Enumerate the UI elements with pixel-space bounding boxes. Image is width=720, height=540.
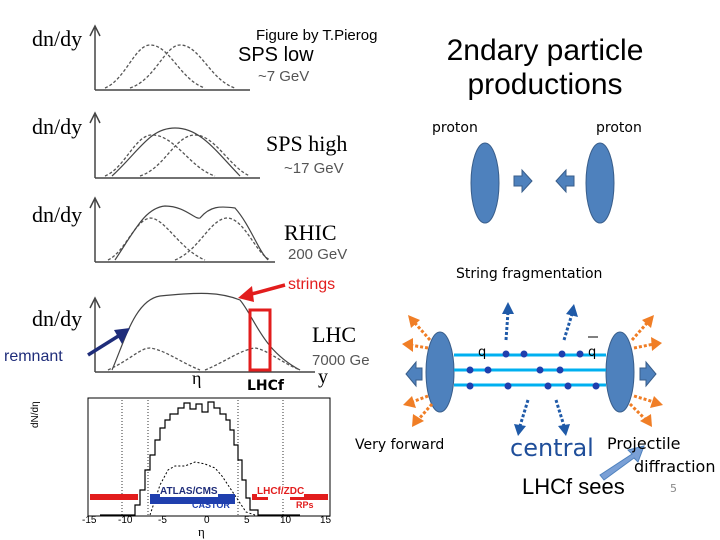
diffraction-label: diffraction [634,457,716,476]
remnant-right-shape [606,332,634,412]
x-tick: -15 [82,515,97,526]
strings-label: strings [288,276,336,293]
page-number: 5 [670,482,677,495]
quark-label: q [478,345,487,360]
panel-2-ylabel: dn/dy [32,114,83,139]
atlas-cms-label: ATLAS/CMS [160,486,218,497]
panel-4-name: LHC [312,322,356,347]
proton-left-arrow [514,170,532,192]
castor-label: CASTOR [192,500,230,510]
panel-3-energy: 200 GeV [288,246,348,263]
remnant-label: remnant [4,348,63,365]
string-fragmentation-label: String fragmentation [456,266,603,282]
lhcf-zdc-label: LHCf/ZDC [257,486,305,497]
panel-4-energy: 7000 Ge [312,352,370,369]
x-tick: 0 [204,515,210,526]
panel-1-ylabel: dn/dy [32,26,83,51]
panel-3-ylabel: dn/dy [32,202,83,227]
very-forward-label: Very forward [355,437,445,453]
eta-plot-xlabel: η [198,524,205,539]
proton-right-shape [586,143,614,223]
remnant-right-arrow [640,362,656,386]
projectile-label: Projectile [607,434,681,453]
x-tick: -10 [118,515,133,526]
panel-2-energy: ~17 GeV [284,160,344,177]
proton-left-shape [471,143,499,223]
lhcf-sees-label: LHCf sees [522,474,625,499]
proton-right-arrow [556,170,574,192]
panel-3-name: RHIC [284,220,337,245]
lhcf-label: LHCf [247,378,285,394]
remnant-left-arrow [406,362,422,386]
x-tick: 15 [320,515,332,526]
x-tick: 10 [280,515,292,526]
panel-1-energy: ~7 GeV [258,68,310,85]
slide-title-line-2: productions [467,68,623,101]
central-label: central [510,434,594,462]
slide-title-line-1: 2ndary particle [446,34,644,67]
panel-2-name: SPS high [266,131,348,156]
eta-axis-label: η [192,368,202,388]
string-lines [454,355,606,385]
x-tick: -5 [158,515,167,526]
panel-4-ylabel: dn/dy [32,306,83,331]
eta-plot-ylabel: dN/dη [30,401,41,428]
rps-label: RPs [296,500,314,510]
antiquark-label: q [588,345,597,360]
proton-right-label: proton [596,120,642,136]
x-tick: 5 [244,515,250,526]
remnant-left-shape [426,332,454,412]
figure-credit: Figure by T.Pierog [256,27,378,44]
proton-left-label: proton [432,120,478,136]
panel-1-name: SPS low [238,44,314,66]
y-axis-label: y [318,366,328,388]
